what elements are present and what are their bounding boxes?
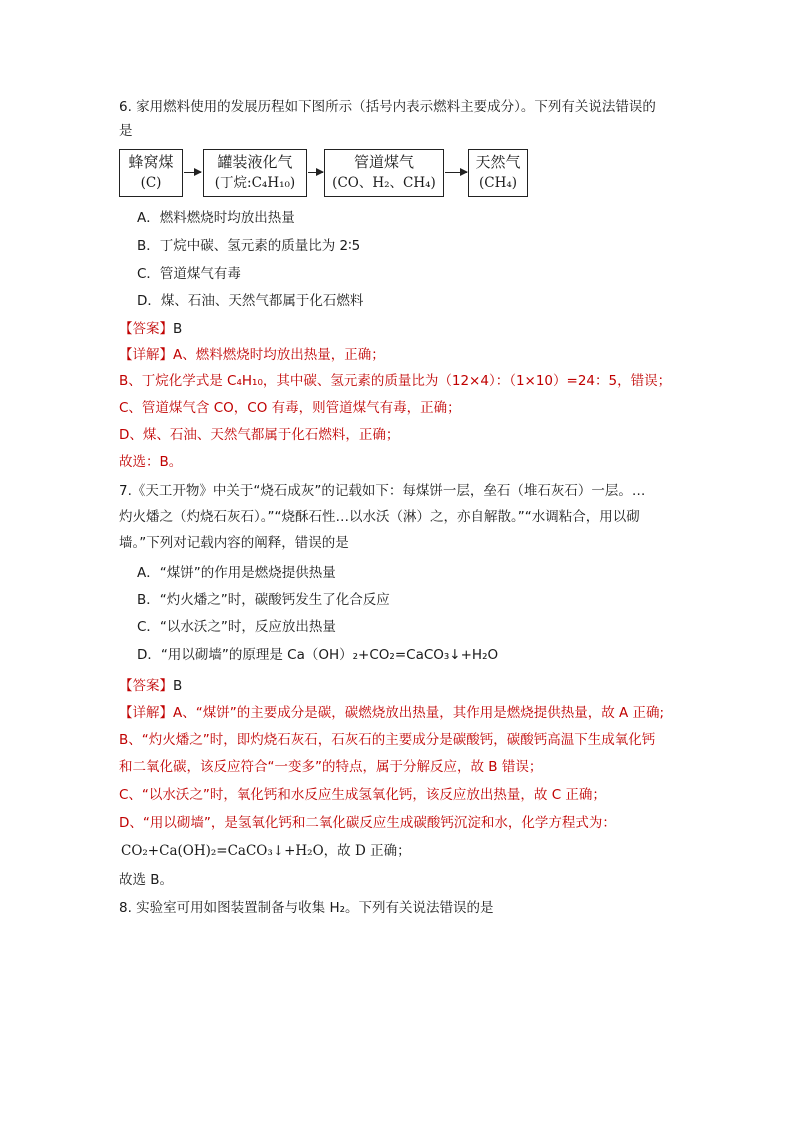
q6-option-b: B．丁烷中碳、氢元素的质量比为 2∶5: [137, 238, 361, 254]
q6-stem-line2: 是: [119, 123, 133, 139]
answer-tag: 【答案】: [119, 678, 173, 694]
q7-stem-line2: 灼火燔之（灼烧石灰石）。”“烧酥石性…以水沃（淋）之，亦自解散。”“水调粘合，用以砌: [119, 509, 640, 525]
q6-detail-line-4: D、煤、石油、天然气都属于化石燃料，正确；: [119, 427, 400, 443]
q7-conclusion: 故选 B。: [119, 872, 174, 888]
flow-box-natural-gas: [468, 149, 528, 197]
q7-option-a: A．“煤饼”的作用是燃烧提供热量: [137, 565, 336, 581]
detail-text: A、“煤饼”的主要成分是碳，碳燃烧放出热量，其作用是燃烧提供热量，故 A 正确;: [173, 705, 665, 721]
q7-detail-line-2: B、“灼火燔之”时，即灼烧石灰石，石灰石的主要成分是碳酸钙，碳酸钙高温下生成氧化钙: [119, 732, 656, 748]
q7-option-c: C．“以水沃之”时，反应放出热量: [137, 619, 336, 635]
flow-box-lpg: [203, 149, 307, 197]
flow-box-name: 蜂窝煤: [128, 153, 174, 171]
q7-stem-line1: 7.《天工开物》中关于“烧石成灰”的记载如下：每煤饼一层，垒石（堆石灰石）一层。…: [119, 483, 646, 499]
detail-text: A、燃料燃烧时均放出热量，正确；: [173, 347, 385, 363]
q7-detail-line-5: D、“用以砌墙”，是氢氧化钙和二氧化碳反应生成碳酸钙沉淀和水，化学方程式为：: [119, 815, 616, 831]
q7-equation-line: CO₂+Ca(OH)₂=CaCO₃↓+H₂O，故 D 正确；: [121, 843, 411, 859]
flow-box-pipeline-gas: [324, 149, 444, 197]
q7-option-b: B．“灼火燔之”时，碳酸钙发生了化合反应: [137, 592, 390, 608]
detail-tag: 【详解】: [119, 705, 173, 721]
flow-arrow: [445, 172, 467, 173]
q6-conclusion: 故选：B。: [119, 454, 183, 470]
answer-value: B: [173, 321, 183, 337]
flow-box-comp: (C): [140, 175, 162, 191]
q7-option-d: D．“用以砌墙”的原理是 Ca（OH）₂+CO₂=CaCO₃↓+H₂O: [137, 647, 499, 663]
q6-option-c: C．管道煤气有毒: [137, 266, 241, 282]
flow-arrow: [308, 172, 323, 173]
flow-box-name: 天然气: [475, 153, 521, 171]
q7-detail-line-1: [119, 704, 664, 722]
q6-detail-line-1: [119, 346, 385, 364]
flow-arrow: [184, 172, 201, 173]
q6-detail-line-2: B、丁烷化学式是 C₄H₁₀，其中碳、氢元素的质量比为（12×4）：（1×10）=24：5，错误；: [119, 373, 672, 389]
q7-detail-line-4: C、“以水沃之”时，氧化钙和水反应生成氢氧化钙，该反应放出热量，故 C 正确；: [119, 787, 606, 803]
flow-box-comp: (丁烷:C₄H₁₀): [214, 175, 296, 191]
q7-stem-line3: 墙。”下列对记载内容的阐释，错误的是: [119, 535, 349, 551]
q8-stem: 8. 实验室可用如图装置制备与收集 H₂。下列有关说法错误的是: [119, 900, 494, 916]
q7-answer: [119, 677, 182, 695]
flow-box-name: 罐装液化气: [217, 153, 293, 171]
flow-box-comp: (CO、H₂、CH₄): [332, 175, 436, 191]
q7-detail-line-3: 和二氧化碳，该反应符合“一变多”的特点，属于分解反应，故 B 错误；: [119, 759, 543, 775]
detail-tag: 【详解】: [119, 347, 173, 363]
q6-detail-line-3: C、管道煤气含 CO，CO 有毒，则管道煤气有毒，正确；: [119, 400, 461, 416]
q6-answer: [119, 320, 182, 338]
fuel-flow-diagram: [119, 149, 539, 201]
q6-option-a: A．燃料燃烧时均放出热量: [137, 210, 295, 226]
answer-tag: 【答案】: [119, 321, 173, 337]
flow-box-name: 管道煤气: [353, 153, 414, 171]
flow-box-comp: (CH₄): [478, 175, 518, 191]
flow-box-honeycomb-coal: [119, 149, 183, 197]
q6-stem-line1: 6. 家用燃料使用的发展历程如下图所示（括号内表示燃料主要成分）。下列有关说法错误的: [119, 99, 656, 115]
q6-option-d: D．煤、石油、天然气都属于化石燃料: [137, 293, 364, 309]
answer-value: B: [173, 678, 183, 694]
